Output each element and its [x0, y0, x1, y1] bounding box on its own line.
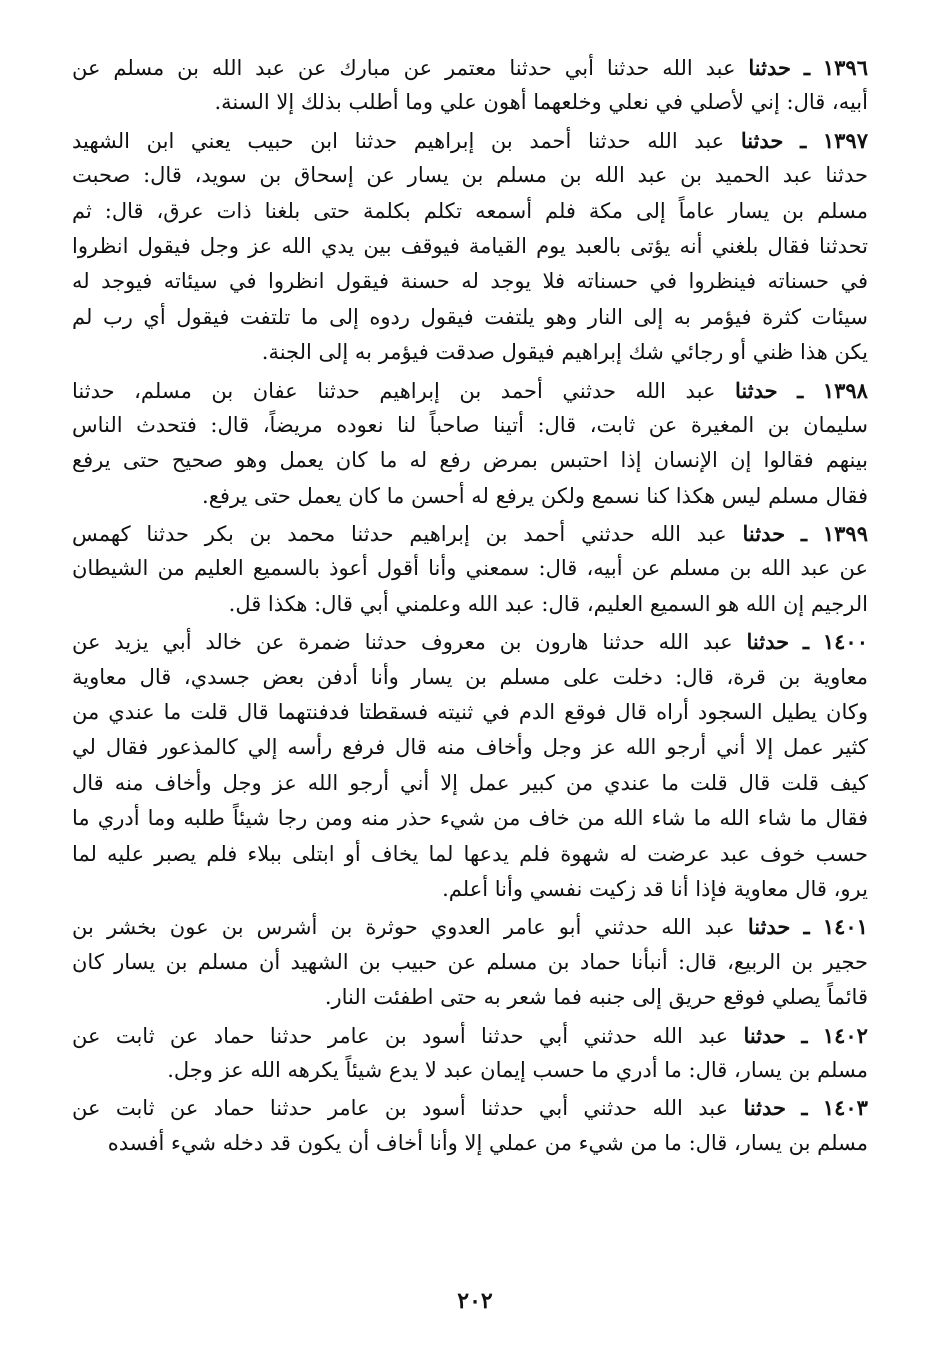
hadith-line: [72, 801, 868, 836]
hadith-keyword: حدثنا: [743, 1095, 787, 1121]
hadith-line: [72, 300, 868, 335]
hadith-entry: [72, 516, 868, 622]
hadith-line: [72, 479, 868, 514]
hadith-text: معاوية بن قرة، قال: دخلت على مسلم بن يسار وأنا أدفن بعض جسدي، قال معاوية: [72, 664, 868, 689]
hadith-text: عبد الله حدثني أحمد بن إبراهيم حدثنا عفان بن مسلم، حدثنا: [72, 378, 716, 403]
hadith-text: يكن هذا ظني أو رجائي شك إبراهيم فيقول صدقت فيؤمر به إلى الجنة.: [261, 340, 868, 365]
hadith-text: عبد الله حدثنا أبي حدثنا معتمر عن مبارك عن عبد الله بن مسلم عن: [72, 56, 736, 80]
hadith-keyword: حدثنا: [747, 914, 791, 940]
hadith-text: حسب خوف عبد عرضت له شهوة فلم يدعها لما يخاف أو ابتلى ببلاء فلم يصبر عليه لما: [72, 841, 868, 866]
hadith-text: يرو، قال معاوية فإذا أنا قد زكيت نفسي وأنا أعلم.: [442, 876, 868, 901]
hadith-line: [72, 551, 868, 586]
hadith-keyword: حدثنا: [735, 377, 778, 403]
hadith-text: فقال ما شاء الله ما شاء الله من خاف من شيء حذر منه ومن رجا شيئاً طلبه وما أدري ما: [72, 806, 868, 831]
hadith-line: [72, 872, 868, 907]
hadith-line: [72, 443, 868, 478]
hadith-text: سليمان بن المغيرة عن ثابت، قال: أتينا صاحباً لنا نعوده مريضاً، قال: فتحدث الناس: [72, 412, 868, 437]
hadith-line: [72, 408, 868, 443]
hadith-entry: [72, 123, 868, 371]
hadith-number: ١٤٠٠: [822, 629, 868, 655]
hadith-text: الرجيم إن الله هو السميع العليم، قال: عبد الله وعلمني أبي قال: هكذا قل.: [228, 591, 868, 616]
hadith-text: مسلم بن يسار عاماً إلى مكة فلم أسمعه تكلم بكلمة حتى بلغنا ذات عرق، قال: ثم: [72, 198, 868, 223]
hadith-entry: [72, 373, 868, 515]
hadith-keyword: حدثنا: [746, 629, 790, 655]
hadith-text: في حسناته فينظروا في حسناته فلا يوجد له حسنة فيقول انظروا في سيئاته فيوجد له: [72, 269, 868, 294]
hadith-number: ١٣٩٨: [822, 377, 868, 403]
hadith-text: عن عبد الله بن مسلم عن أبيه، قال: سمعني وأنا أقول أعوذ بالسميع العليم من الشيطان: [72, 556, 868, 581]
hadith-line: [72, 945, 868, 980]
hadith-dash: ـ: [801, 1022, 808, 1048]
hadith-entry: [72, 50, 868, 121]
hadith-text: تحدثنا فقال بلغني أنه يؤتى بالعبد يوم القيامة فيوقف بين يدي الله عز وجل فيقول انظروا: [72, 233, 868, 258]
hadith-text: فقال مسلم ليس هكذا كنا نسمع ولكن يرفع له أحسن ما كان يعمل حتى يرفع.: [202, 483, 868, 508]
hadith-text: عبد الله حدثني أحمد بن إبراهيم حدثنا محمد بن بكر حدثنا كهمس: [72, 522, 727, 547]
hadith-text: مسلم بن يسار، قال: ما أدري ما حسب إيمان عبد لا يدع شيئاً يكرهه الله عز وجل.: [167, 1057, 868, 1082]
hadith-line: [72, 158, 868, 193]
hadith-text: وكان يطيل السجود أراه قال فوقع الدم في ثنيته فسقطتا فدفنتهما قال قلت ما عندي من: [72, 700, 868, 725]
hadith-number: ١٣٩٧: [822, 127, 868, 153]
hadith-number: ١٣٩٩: [822, 521, 868, 547]
hadith-dash: ـ: [797, 377, 804, 403]
hadith-line: [72, 766, 868, 801]
hadith-dash: ـ: [802, 629, 810, 655]
hadith-entry: [72, 624, 868, 907]
hadith-text: كيف قلت قال قلت ما عندي من كبير عمل إلا أني أرجو الله عز وجل وأخاف منه قال: [72, 770, 868, 795]
hadith-text: أبيه، قال: إني لأصلي في نعلي وخلعهما أهون علي وما أطلب بذلك إلا السنة.: [214, 90, 868, 115]
hadith-line: [72, 660, 868, 695]
hadith-text: مسلم بن يسار، قال: ما من شيء من عملي إلا وأنا أخاف أن يكون قد دخله شيء أفسده: [107, 1130, 868, 1155]
hadith-line: [72, 1126, 868, 1161]
hadith-text: عبد الله حدثنا هارون بن معروف حدثنا ضمرة عن خالد أبي يزيد عن: [72, 630, 733, 655]
hadith-line: [72, 264, 868, 299]
hadith-line: [72, 1090, 868, 1125]
hadith-entry: [72, 909, 868, 1015]
hadith-dash: ـ: [800, 521, 808, 547]
page-body: [72, 50, 868, 1163]
hadith-line: [72, 194, 868, 229]
hadith-text: حجير بن الربيع، قال: أنبأنا حماد بن مسلم عن حبيب بن الشهيد أن مسلم بن يسار كان: [72, 949, 868, 974]
hadith-dash: ـ: [803, 55, 810, 80]
hadith-line: [72, 85, 868, 120]
hadith-dash: ـ: [801, 1095, 808, 1121]
hadith-text: عبد الله حدثني أبو عامر العدوي حوثرة بن أشرس بن عون بخشر بن: [72, 915, 735, 940]
hadith-line: [72, 695, 868, 730]
hadith-text: عبد الله حدثني أبي حدثنا أسود بن عامر حدثنا حماد عن ثابت عن: [72, 1023, 729, 1048]
hadith-keyword: حدثنا: [743, 1022, 787, 1048]
hadith-entry: [72, 1018, 868, 1089]
hadith-keyword: حدثنا: [742, 521, 786, 547]
hadith-number: ١٤٠٢: [822, 1022, 868, 1048]
hadith-text: سيئات كثرة فيؤمر به إلى النار وهو يلتفت فيقول ردوه إلى ما تلتفت فيقول أي رب لم: [72, 304, 868, 329]
hadith-text: عبد الله حدثنا أحمد بن إبراهيم حدثنا ابن حبيب يعني ابن الشهيد: [72, 128, 725, 153]
hadith-line: [72, 123, 868, 158]
hadith-keyword: حدثنا: [748, 55, 791, 80]
page-number: ٢٠٢: [457, 1288, 493, 1314]
hadith-line: [72, 730, 868, 765]
hadith-keyword: حدثنا: [740, 127, 784, 153]
hadith-line: [72, 909, 868, 944]
hadith-line: [72, 50, 868, 85]
hadith-text: بينهم فقالوا إن الإنسان إذا احتبس بمرض رفع له ما كان يعمل وهو صحيح حتى يرفع: [72, 448, 868, 473]
hadith-line: [72, 335, 868, 370]
hadith-line: [72, 587, 868, 622]
hadith-dash: ـ: [803, 914, 810, 940]
hadith-number: ١٤٠٣: [822, 1095, 868, 1121]
hadith-text: حدثنا عبد الحميد بن عبد الله بن مسلم بن يسار عن إسحاق بن سويد، قال: صحبت: [72, 163, 868, 188]
hadith-line: [72, 624, 868, 659]
hadith-line: [72, 373, 868, 408]
hadith-number: ١٤٠١: [822, 914, 868, 940]
hadith-text: عبد الله حدثني أبي حدثنا أسود بن عامر حدثنا حماد عن ثابت عن: [72, 1096, 729, 1121]
hadith-line: [72, 1018, 868, 1053]
hadith-number: ١٣٩٦: [822, 55, 868, 80]
hadith-line: [72, 837, 868, 872]
hadith-line: [72, 516, 868, 551]
hadith-text: كثير عمل إلا أني أرجو الله عز وجل وأخاف منه قال فرفع رأسه إلي كالمذعور فقال لي: [72, 735, 868, 760]
hadith-line: [72, 1053, 868, 1088]
hadith-dash: ـ: [800, 127, 807, 153]
hadith-text: قائماً يصلي فوقع حريق إلى جنبه فما شعر به حتى اطفئت النار.: [324, 985, 868, 1010]
hadith-entry: [72, 1090, 868, 1161]
hadith-line: [72, 980, 868, 1015]
hadith-line: [72, 229, 868, 264]
